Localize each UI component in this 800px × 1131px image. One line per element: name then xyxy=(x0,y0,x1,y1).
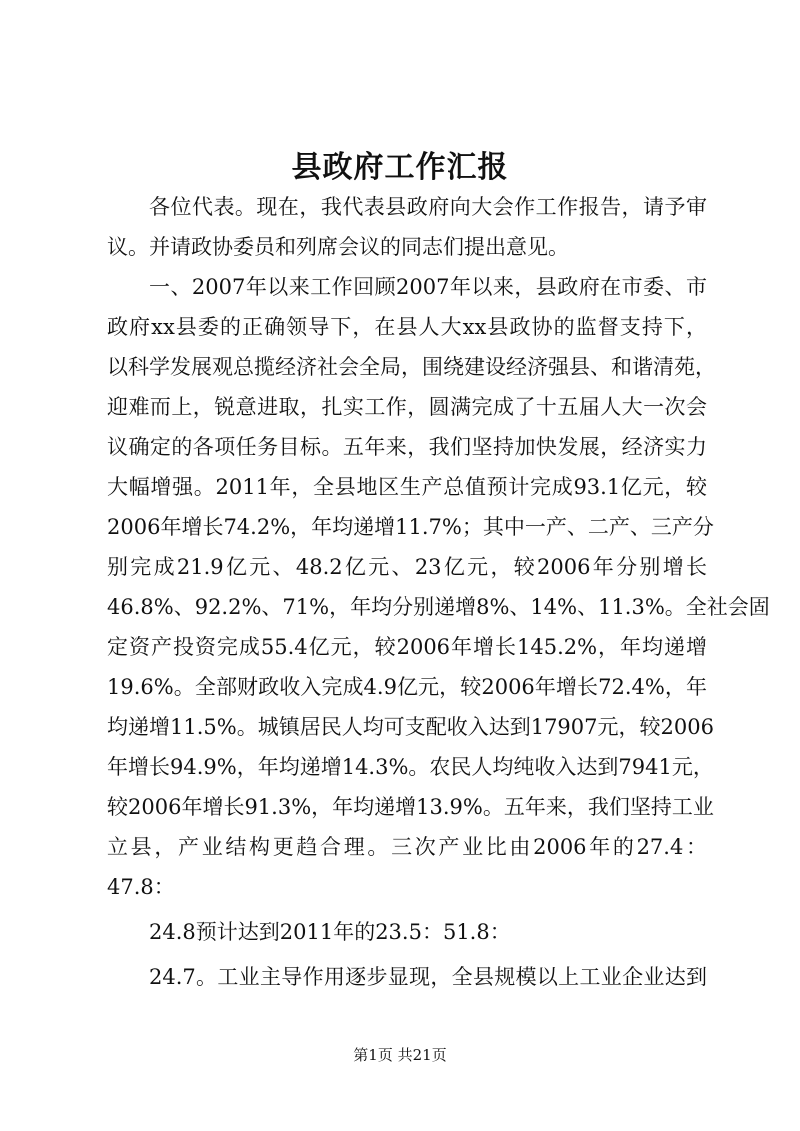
paragraph-line: 议确定的各项任务目标。五年来，我们坚持加快发展，经济实力 xyxy=(107,435,707,459)
document-title: 县政府工作汇报 xyxy=(291,150,509,185)
paragraph-line: 别完成21.9亿元、48.2亿元、23亿元，较2006年分别增长 xyxy=(107,555,707,579)
paragraph-line: 较2006年增长91.3%，年均递增13.9%。五年来，我们坚持工业 xyxy=(107,795,714,819)
paragraph-line: 议。并请政协委员和列席会议的同志们提出意见。 xyxy=(107,235,569,259)
paragraph-line: 各位代表。现在，我代表县政府向大会作工作报告，请予审 xyxy=(149,195,707,219)
paragraph-line: 年增长94.9%，年均递增14.3%。农民人均纯收入达到7941元， xyxy=(107,755,714,779)
paragraph-line: 定资产投资完成55.4亿元，较2006年增长145.2%，年均递增 xyxy=(107,635,707,659)
paragraph-line: 立县，产业结构更趋合理。三次产业比由2006年的27.4： xyxy=(107,835,707,859)
paragraph-line: 47.8： xyxy=(107,875,175,899)
paragraph-line: 迎难而上，锐意进取，扎实工作，圆满完成了十五届人大一次会 xyxy=(107,395,707,419)
paragraph-line: 46.8%、92.2%、71%，年均分别递增8%、14%、11.3%。全社会固 xyxy=(107,595,770,619)
paragraph-line: 一、2007年以来工作回顾2007年以来，县政府在市委、市 xyxy=(149,275,707,299)
paragraph-line: 24.8预计达到2011年的23.5：51.8： xyxy=(149,920,511,944)
paragraph-line: 24.7。工业主导作用逐步显现，全县规模以上工业企业达到 xyxy=(149,965,707,989)
page-number-footer: 第1页 共21页 xyxy=(353,1046,447,1064)
paragraph-line: 2006年增长74.2%，年均递增11.7%；其中一产、二产、三产分 xyxy=(107,515,714,539)
paragraph-line: 19.6%。全部财政收入完成4.9亿元，较2006年增长72.4%，年 xyxy=(107,675,707,699)
paragraph-line: 以科学发展观总揽经济社会全局，围绕建设经济强县、和谐清苑， xyxy=(107,355,716,379)
paragraph-line: 均递增11.5%。城镇居民人均可支配收入达到17907元，较2006 xyxy=(107,715,714,739)
paragraph-line: 政府xx县委的正确领导下，在县人大xx县政协的监督支持下， xyxy=(107,315,707,339)
paragraph-line: 大幅增强。2011年，全县地区生产总值预计完成93.1亿元，较 xyxy=(107,475,707,499)
